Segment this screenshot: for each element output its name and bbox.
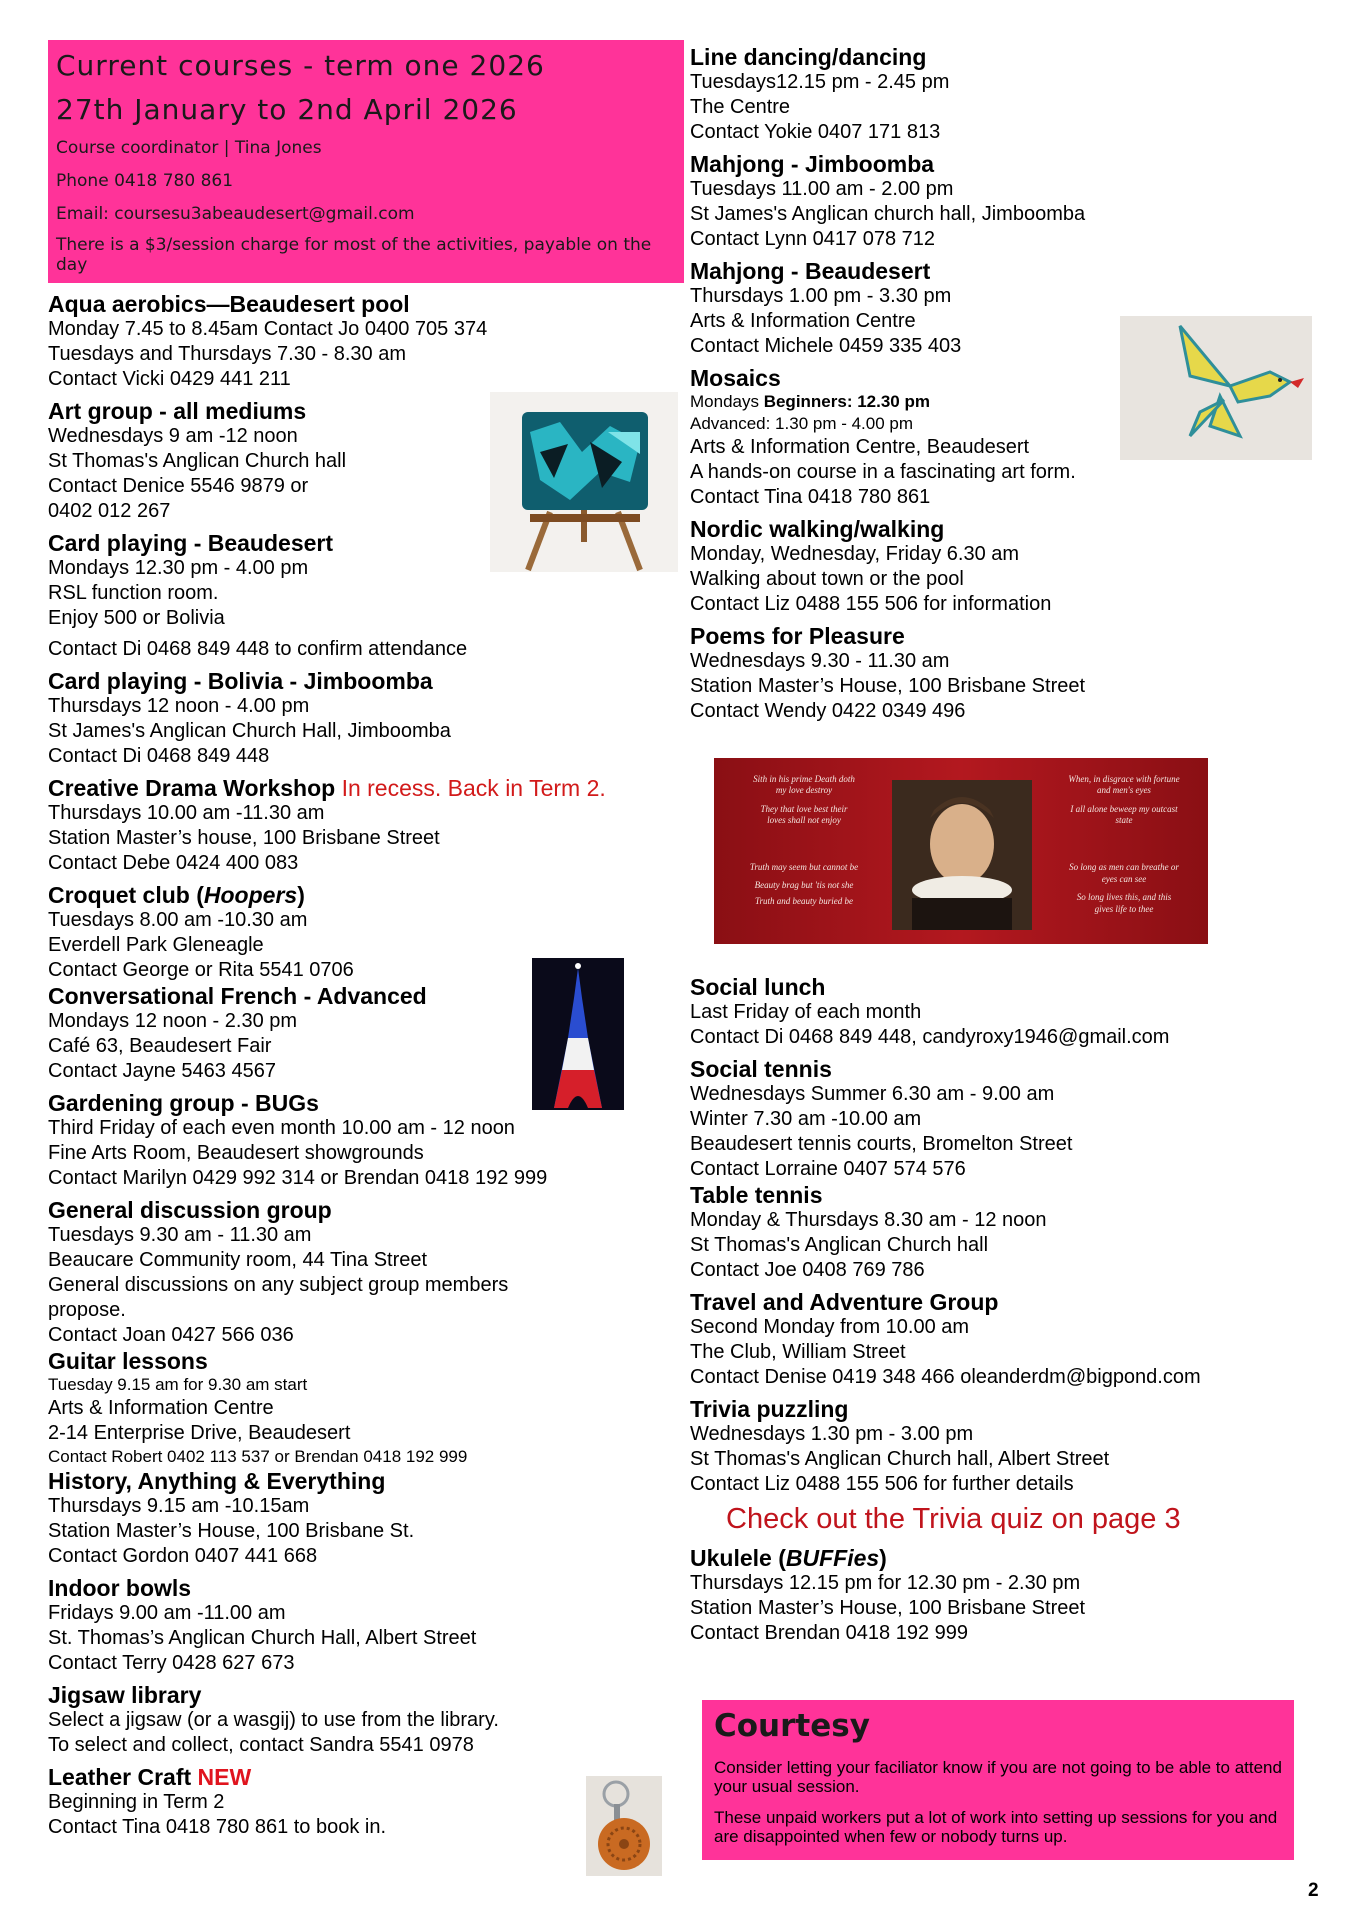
course-line: Contact Vicki 0429 441 211 [48, 368, 291, 390]
title-part: ) [879, 1545, 887, 1571]
course-line: Monday, Wednesday, Friday 6.30 am [690, 543, 1020, 565]
course-line: Café 63, Beaudesert Fair [48, 1035, 272, 1057]
course-title: Art group - all mediums [48, 398, 307, 424]
mosaic-bird-image [1120, 316, 1312, 460]
courtesy-box [702, 1700, 1294, 1860]
course-line: 2-14 Enterprise Drive, Beaudesert [48, 1422, 351, 1444]
course-title: Indoor bowls [48, 1575, 192, 1601]
course-title: Poems for Pleasure [690, 623, 905, 649]
course-line: St James's Anglican Church Hall, Jimboomba [48, 720, 451, 742]
verse-line: Truth and beauty buried be [755, 896, 853, 906]
course-title: History, Anything & Everything [48, 1468, 386, 1494]
trivia-quiz-link[interactable]: Check out the Trivia quiz on page 3 [726, 1503, 1181, 1535]
new-badge: NEW [197, 1764, 252, 1790]
course-title: Trivia puzzling [690, 1396, 849, 1422]
course-line: Tuesdays 9.30 am - 11.30 am [48, 1224, 312, 1246]
course-title: Mahjong - Jimboomba [690, 151, 935, 177]
course-line: Enjoy 500 or Bolivia [48, 607, 225, 629]
course-line: Contact Terry 0428 627 673 [48, 1652, 295, 1674]
course-line: propose. [48, 1299, 126, 1321]
course-table-tennis [690, 1182, 1326, 1283]
course-line: Contact Wendy 0422 0349 496 [690, 700, 966, 722]
course-line: Station Master’s House, 100 Brisbane St. [48, 1520, 415, 1542]
title-emphasis: BUFFies [785, 1545, 880, 1571]
course-title: Card playing - Bolivia - Jimboomba [48, 668, 433, 694]
course-guitar [48, 1348, 684, 1468]
course-line: Beaudesert tennis courts, Bromelton Street [690, 1133, 1073, 1155]
course-line: 0402 012 267 [48, 500, 171, 522]
course-line: Contact Debe 0424 400 083 [48, 852, 299, 874]
course-title: Travel and Adventure Group [690, 1289, 999, 1315]
course-line: Contact Jayne 5463 4567 [48, 1060, 276, 1082]
course-indoor-bowls [48, 1575, 684, 1676]
line-part: Mondays [690, 392, 764, 411]
course-line: Tuesdays12.15 pm - 2.45 pm [690, 71, 950, 93]
course-line: St Thomas's Anglican Church hall [690, 1234, 989, 1256]
course-title: Jigsaw library [48, 1682, 202, 1708]
course-line: The Club, William Street [690, 1341, 906, 1363]
leather-keyring-image [586, 1776, 662, 1876]
course-line: Thursdays 12.15 pm for 12.30 pm - 2.30 pm [690, 1572, 1081, 1594]
course-aqua-aerobics [48, 291, 684, 392]
course-ukulele [690, 1545, 1326, 1646]
course-title: Line dancing/dancing [690, 44, 927, 70]
course-line: Second Monday from 10.00 am [690, 1316, 970, 1338]
left-column [48, 40, 684, 1846]
course-title: Conversational French - Advanced [48, 983, 427, 1009]
course-title: Mahjong - Beaudesert [690, 258, 931, 284]
course-line-dancing [690, 44, 1326, 145]
course-line: Contact Lynn 0417 078 712 [690, 228, 936, 250]
course-line: Third Friday of each even month 10.00 am - 12 noon [48, 1117, 515, 1139]
course-line: Contact Lorraine 0407 574 576 [690, 1158, 966, 1180]
course-line: Contact Tina 0418 780 861 [690, 486, 931, 508]
course-line: Thursdays 1.00 pm - 3.30 pm [690, 285, 952, 307]
course-mahjong-jimboomba [690, 151, 1326, 252]
course-creative-drama [48, 775, 684, 876]
title-emphasis: Hoopers [203, 882, 298, 908]
course-line: Arts & Information Centre [48, 1397, 274, 1419]
course-line: Contact Gordon 0407 441 668 [48, 1545, 318, 1567]
course-line: Contact Di 0468 849 448, candyroxy1946@gmail.com [690, 1026, 1170, 1048]
course-line: Tuesdays 8.00 am -10.30 am [48, 909, 308, 931]
course-title-text: Leather Craft [48, 1764, 198, 1790]
course-line: Arts & Information Centre [690, 310, 916, 332]
course-line: Contact Robert 0402 113 537 or Brendan 0418 192 999 [48, 1447, 468, 1466]
course-title: Aqua aerobics—Beaudesert pool [48, 291, 410, 317]
eiffel-tower-image [532, 958, 624, 1110]
course-line: Select a jigsaw (or a wasgij) to use from the library. [48, 1709, 499, 1731]
course-line: Contact Yokie 0407 171 813 [690, 121, 941, 143]
course-line: Fridays 9.00 am -11.00 am [48, 1602, 286, 1624]
course-line: Contact Denise 0419 348 466 oleanderdm@bigpond.com [690, 1366, 1201, 1388]
course-line: Monday & Thursdays 8.30 am - 12 noon [690, 1209, 1047, 1231]
course-title: Social lunch [690, 974, 826, 1000]
recess-note: In recess. Back in Term 2. [341, 775, 606, 801]
course-line: Thursdays 9.15 am -10.15am [48, 1495, 310, 1517]
course-line: Last Friday of each month [690, 1001, 922, 1023]
course-line: Beaucare Community room, 44 Tina Street [48, 1249, 428, 1271]
coordinator-email: Email: coursesu3abeaudesert@gmail.com [56, 204, 415, 224]
course-title: Guitar lessons [48, 1348, 208, 1374]
title-part: Croquet club ( [48, 882, 204, 908]
course-line: General discussions on any subject group members [48, 1274, 509, 1296]
course-line: Station Master’s House, 100 Brisbane Street [690, 675, 1086, 697]
verse-line: my love destroy [775, 785, 833, 795]
course-line: Contact Liz 0488 155 506 for further details [690, 1473, 1074, 1495]
verse-line: So long as men can breathe or [1069, 862, 1179, 872]
course-line: Walking about town or the pool [690, 568, 964, 590]
course-line: Wednesdays 1.30 pm - 3.00 pm [690, 1423, 974, 1445]
term-dates: 27th January to 2nd April 2026 [56, 93, 518, 126]
verse-line: Sith in his prime Death doth [753, 774, 855, 784]
page-number: 2 [1308, 1880, 1319, 1901]
course-line: Contact Tina 0418 780 861 to book in. [48, 1816, 387, 1838]
course-social-lunch [690, 974, 1326, 1050]
verse-line: So long lives this, and this [1076, 892, 1172, 902]
course-line: Mondays 12 noon - 2.30 pm [48, 1010, 298, 1032]
course-line: Tuesday 9.15 am for 9.30 am start [48, 1375, 308, 1394]
verse-line: They that love best their [760, 804, 848, 814]
course-line: Contact Di 0468 849 448 to confirm attendance [48, 638, 468, 660]
course-title: Gardening group - BUGs [48, 1090, 319, 1116]
verse-line: When, in disgrace with fortune [1068, 774, 1180, 784]
verse-line: state [1115, 815, 1133, 825]
course-title [48, 775, 684, 801]
course-line: St James's Anglican church hall, Jimboomba [690, 203, 1086, 225]
course-line: A hands-on course in a fascinating art form. [690, 461, 1076, 483]
coordinator: Course coordinator | Tina Jones [56, 138, 322, 158]
course-line: RSL function room. [48, 582, 219, 604]
course-title-text: Creative Drama Workshop [48, 775, 342, 801]
course-line: Monday 7.45 to 8.45am Contact Jo 0400 705 374 [48, 318, 488, 340]
course-social-tennis [690, 1056, 1326, 1182]
course-line: Wednesdays 9.30 - 11.30 am [690, 650, 950, 672]
course-title: Card playing - Beaudesert [48, 530, 334, 556]
course-line: St Thomas's Anglican Church hall, Albert Street [690, 1448, 1110, 1470]
course-title: Social tennis [690, 1056, 832, 1082]
term-header [48, 40, 684, 283]
verse-line: and men's eyes [1097, 785, 1151, 795]
course-line: Wednesdays Summer 6.30 am - 9.00 am [690, 1083, 1055, 1105]
course-line: Contact Denice 5546 9879 or [48, 475, 309, 497]
course-trivia [690, 1396, 1326, 1497]
verse-line: gives life to thee [1094, 904, 1154, 914]
course-line: Tuesdays and Thursdays 7.30 - 8.30 am [48, 343, 406, 365]
course-travel [690, 1289, 1326, 1390]
course-title [48, 882, 684, 908]
courtesy-paragraph: Consider letting your faciliator know if you are not going to be able to attend your usual session. [714, 1758, 1282, 1796]
course-line: Contact Joan 0427 566 036 [48, 1324, 294, 1346]
course-card-jimboomba [48, 668, 684, 769]
course-line: Winter 7.30 am -10.00 am [690, 1108, 922, 1130]
verse-line: I all alone beweep my outcast [1070, 804, 1178, 814]
term-title: Current courses - term one 2026 [56, 49, 545, 82]
verse-line: eyes can see [1101, 874, 1147, 884]
title-part: ) [297, 882, 305, 908]
course-line: Tuesdays 11.00 am - 2.00 pm [690, 178, 954, 200]
course-line: Contact Michele 0459 335 403 [690, 335, 962, 357]
verse-line: Beauty brag but 'tis not she [754, 880, 854, 890]
course-line: St. Thomas’s Anglican Church Hall, Albert Street [48, 1627, 477, 1649]
course-line: Contact Brendan 0418 192 999 [690, 1622, 968, 1644]
course-title: Nordic walking/walking [690, 516, 945, 542]
courtesy-title: Courtesy [714, 1708, 870, 1744]
course-line: Contact Joe 0408 769 786 [690, 1259, 925, 1281]
course-line: Mondays 12.30 pm - 4.00 pm [48, 557, 309, 579]
art-easel-image [490, 392, 678, 572]
course-line: Contact Liz 0488 155 506 for information [690, 593, 1052, 615]
verse-line: Truth may seem but cannot be [749, 862, 859, 872]
course-history [48, 1468, 684, 1569]
course-nordic-walking [690, 516, 1326, 617]
course-line: The Centre [690, 96, 791, 118]
course-line: Contact Di 0468 849 448 [48, 745, 270, 767]
course-line: To select and collect, contact Sandra 5541 0978 [48, 1734, 474, 1756]
course-line: Contact George or Rita 5541 0706 [48, 959, 354, 981]
course-line: Beginning in Term 2 [48, 1791, 225, 1813]
course-line: Advanced: 1.30 pm - 4.00 pm [690, 414, 914, 433]
course-line: Contact Marilyn 0429 992 314 or Brendan 0418 192 999 [48, 1167, 548, 1189]
course-line: Station Master’s house, 100 Brisbane Street [48, 827, 440, 849]
course-line: Fine Arts Room, Beaudesert showgrounds [48, 1142, 424, 1164]
course-line: St Thomas's Anglican Church hall [48, 450, 347, 472]
course-line: Thursdays 12 noon - 4.00 pm [48, 695, 310, 717]
title-part: Ukulele ( [690, 1545, 786, 1571]
shakespeare-poem-image [714, 758, 1208, 944]
course-general-discussion [48, 1197, 684, 1348]
coordinator-phone: Phone 0418 780 861 [56, 171, 234, 191]
course-line: Thursdays 10.00 am -11.30 am [48, 802, 325, 824]
course-title: General discussion group [48, 1197, 332, 1223]
course-jigsaw [48, 1682, 684, 1758]
course-line: Arts & Information Centre, Beaudesert [690, 436, 1030, 458]
verse-line: loves shall not enjoy [767, 815, 841, 825]
line-part-bold: Beginners: 12.30 pm [763, 392, 930, 411]
course-title [690, 1545, 1326, 1571]
course-title: Mosaics [690, 365, 781, 391]
charge-note: There is a $3/session charge for most of the activities, payable on the day [56, 235, 652, 275]
courtesy-paragraph: These unpaid workers put a lot of work into setting up sessions for you and are disappointed when few or nobody turns up. [714, 1808, 1278, 1846]
course-line: Wednesdays 9 am -12 noon [48, 425, 298, 447]
course-poems [690, 623, 1326, 724]
course-line: Station Master’s House, 100 Brisbane Street [690, 1597, 1086, 1619]
course-line: Everdell Park Gleneagle [48, 934, 264, 956]
course-title: Table tennis [690, 1182, 823, 1208]
